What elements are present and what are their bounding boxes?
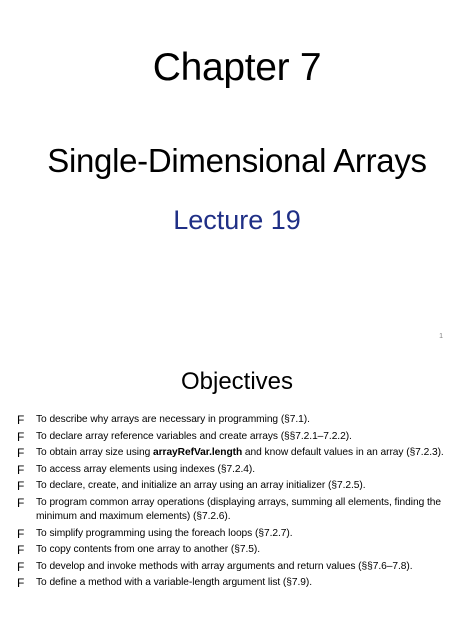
objective-item xyxy=(17,430,467,445)
lecture-subtitle: Lecture 19 xyxy=(173,205,301,235)
objectives-heading: Objectives xyxy=(180,368,294,395)
objective-text: To simplify programming using the foreach loops (§7.2.7). xyxy=(36,527,293,539)
chapter-heading: Chapter 7 xyxy=(152,46,322,89)
bullet-marker: F xyxy=(17,495,25,510)
objective-text: To access array elements using indexes (§7.2.4). xyxy=(36,463,256,475)
objective-item xyxy=(17,560,467,575)
objective-text: To develop and invoke methods with array arguments and return values (§§7.6–7.8). xyxy=(36,560,413,572)
bullet-marker: F xyxy=(17,559,25,574)
page-number: 1 xyxy=(439,333,443,340)
objective-item xyxy=(17,527,467,542)
bullet-marker: F xyxy=(17,413,25,427)
objective-text-after-code: and know default values in an array (§7.2.3). xyxy=(242,447,444,458)
bullet-marker: F xyxy=(17,462,25,477)
objective-item xyxy=(17,479,467,494)
bullet-marker: F xyxy=(17,429,25,444)
objective-item xyxy=(17,496,467,525)
objective-item xyxy=(17,413,467,428)
objective-text: To program common array operations (displaying arrays, summing all elements, finding the minimum and maximum elements) (§7.2.6). xyxy=(36,496,441,522)
objectives-slide xyxy=(0,356,474,632)
objective-text-before-code: To obtain array size using xyxy=(36,447,153,458)
bullet-marker: F xyxy=(17,479,25,493)
objective-text: To describe why arrays are necessary in programming (§7.1). xyxy=(36,414,310,425)
slide-title: Single-Dimensional Arrays xyxy=(47,142,427,179)
objective-text: To copy contents from one array to another (§7.5). xyxy=(36,544,261,555)
objective-item xyxy=(17,543,467,558)
objective-item xyxy=(17,576,467,591)
code-term: arrayRefVar.length xyxy=(153,447,243,458)
objectives-list xyxy=(17,413,467,593)
bullet-marker: F xyxy=(17,576,25,590)
objective-text: To declare, create, and initialize an array using an array initializer (§7.2.5). xyxy=(36,480,366,491)
objective-item xyxy=(17,463,467,478)
bullet-marker: F xyxy=(17,526,25,541)
objective-text: To declare array reference variables and create arrays (§§7.2.1–7.2.2). xyxy=(36,430,352,442)
objective-item xyxy=(17,446,467,461)
objective-text: To define a method with a variable-length argument list (§7.9). xyxy=(36,577,313,588)
bullet-marker: F xyxy=(17,543,25,557)
bullet-marker: F xyxy=(17,446,25,460)
